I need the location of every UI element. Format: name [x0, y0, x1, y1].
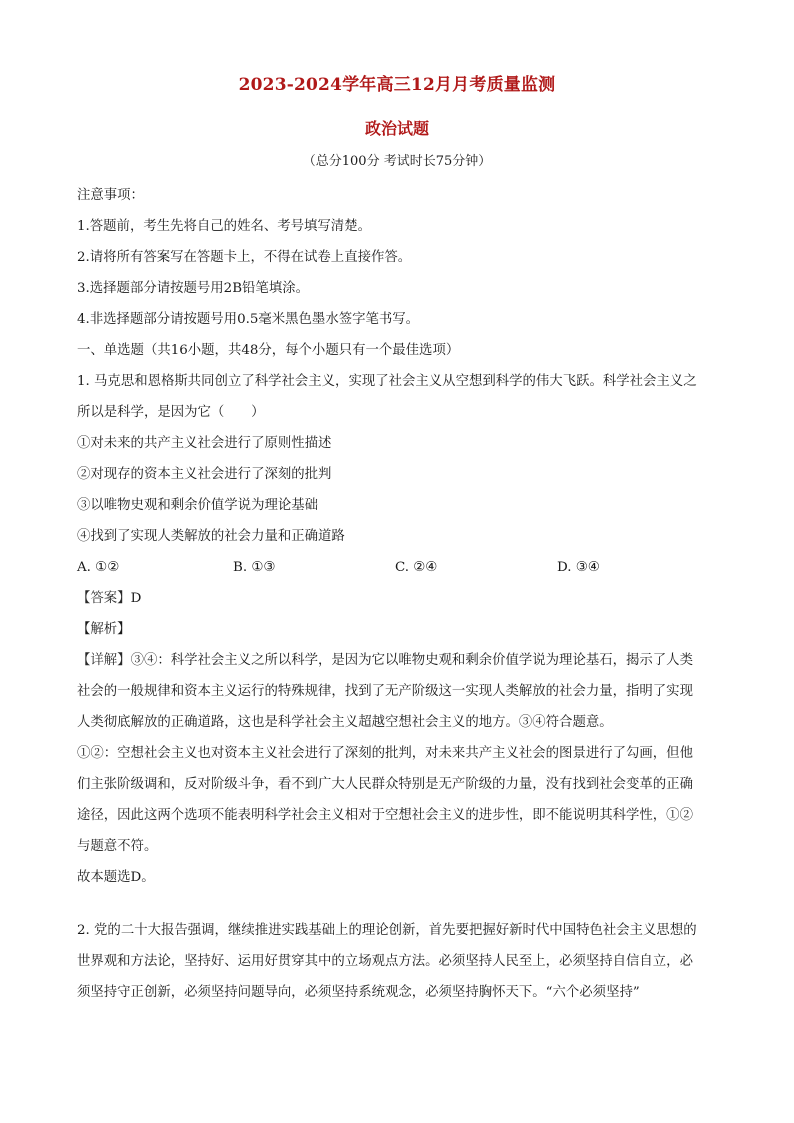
q1-option-a: A. ①②: [77, 560, 120, 575]
section-heading: 一、单选题（共16小题，共48分，每个小题只有一个最佳选项）: [77, 343, 460, 358]
q1-statement: ①对未来的共产主义社会进行了原则性描述: [77, 436, 332, 451]
notice-heading: 注意事项：: [77, 188, 144, 203]
q2-line: 世界观和方法论，坚持好、运用好贯穿其中的立场观点方法。必须坚持人民至上，必须坚持自信自立，必: [77, 954, 693, 969]
q1-statement: ②对现存的资本主义社会进行了深刻的批判: [77, 467, 332, 482]
q1-stem-line: 所以是科学，是因为它（ ）: [77, 405, 265, 420]
q1-option-b: B. ①③: [233, 560, 276, 575]
q1-detail-line: 人类彻底解放的正确道路，这也是科学社会主义超越空想社会主义的地方。③④符合题意。: [77, 715, 613, 730]
q1-detail-line: 与题意不符。: [77, 839, 158, 854]
q2-line: 须坚持守正创新，必须坚持问题导向，必须坚持系统观念，必须坚持胸怀天下。“六个必须坚持”: [77, 985, 640, 1000]
notice-item: 2.请将所有答案写在答题卡上，不得在试卷上直接作答。: [77, 250, 412, 265]
q1-detail-line: 途径，因此这两个选项不能表明科学社会主义相对于空想社会主义的进步性，即不能说明其科学性，①②: [77, 808, 693, 823]
notice-item: 3.选择题部分请按题号用2B铅笔填涂。: [77, 281, 309, 296]
q1-detail-line: 社会的一般规律和资本主义运行的特殊规律，找到了无产阶级这一实现人类解放的社会力量，指明了实现: [77, 684, 693, 699]
q1-answer: [77, 583, 722, 614]
q1-statement: ③以唯物史观和剩余价值学说为理论基础: [77, 498, 319, 513]
notice-item: 4.非选择题部分请按题号用0.5毫米黑色墨水签字笔书写。: [77, 312, 420, 327]
q2-line: 2. 党的二十大报告强调，继续推进实践基础上的理论创新，首先要把握好新时代中国特色社会主义思想的: [77, 923, 697, 938]
exam-meta: （总分100分 考试时长75分钟）: [302, 154, 492, 169]
answer-value: D: [130, 591, 142, 606]
q1-statement: ④找到了实现人类解放的社会力量和正确道路: [77, 529, 345, 544]
q1-options: [77, 552, 722, 583]
q1-option-d: D. ③④: [557, 560, 600, 575]
exam-content: [77, 180, 722, 1008]
exam-title: 2023-2024学年高三12月月考质量监测: [238, 75, 556, 95]
q1-analysis-label: 【解析】: [77, 622, 131, 637]
detail-label: 【详解】: [77, 653, 131, 668]
notice-item: 1.答题前，考生先将自己的姓名、考号填写清楚。: [77, 219, 371, 234]
q1-detail-line: 故本题选D。: [77, 870, 155, 885]
q1-option-c: C. ②④: [395, 560, 438, 575]
q1-detail-line: ①②：空想社会主义也对资本主义社会进行了深刻的批判，对未来共产主义社会的图景进行了勾画，但他: [77, 746, 693, 761]
q1-stem-line: 1. 马克思和恩格斯共同创立了科学社会主义，实现了社会主义从空想到科学的伟大飞跃。科学社会主义之: [77, 374, 697, 389]
detail-text: ③④：科学社会主义之所以科学，是因为它以唯物史观和剩余价值学说为理论基石，揭示了人类: [130, 653, 693, 668]
exam-subject: 政治试题: [364, 119, 429, 138]
q1-detail-line: 们主张阶级调和，反对阶级斗争，看不到广大人民群众特别是无产阶级的力量，没有找到社会变革的正确: [77, 777, 693, 792]
answer-label: 【答案】: [77, 591, 131, 606]
question-gap: [77, 893, 722, 915]
q1-detail-line: [77, 645, 722, 676]
